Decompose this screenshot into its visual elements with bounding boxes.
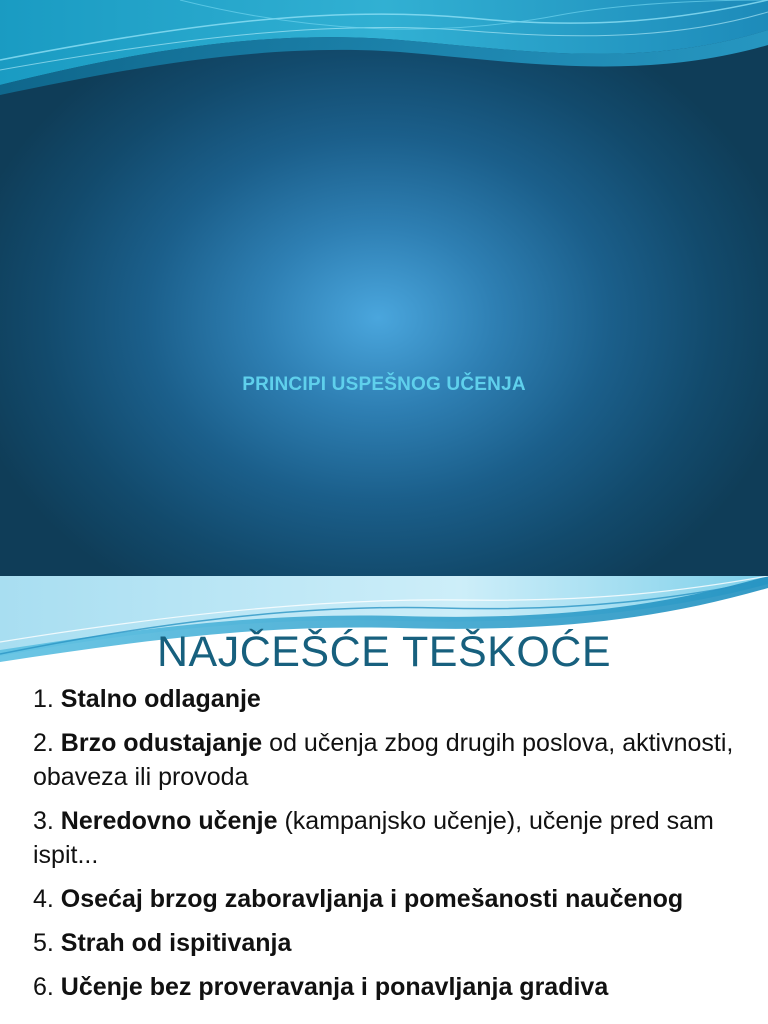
list-item: 3. Neredovno učenje (kampanjsko učenje), učenje pred sam ispit... [33, 807, 714, 869]
slide1-title: PRINCIPI USPEŠNOG UČENJA [242, 374, 526, 395]
list-item: 1. Stalno odlaganje [33, 685, 261, 713]
content-slide [0, 576, 768, 1024]
difficulties-list [33, 682, 763, 1014]
wave-decoration-top [0, 0, 768, 110]
list-item: 4. Osećaj brzog zaboravljanja i pomešanosti naučenog [33, 885, 684, 913]
list-item: 2. Brzo odustajanje od učenja zbog drugih poslova, aktivnosti, obaveza ili provoda [33, 729, 734, 791]
list-item: 6. Učenje bez proveravanja i ponavljanja gradiva [33, 973, 609, 1001]
list-item: 5. Strah od ispitivanja [33, 929, 292, 957]
slide2-title: NAJČEŠĆE TEŠKOĆE [156, 628, 612, 676]
